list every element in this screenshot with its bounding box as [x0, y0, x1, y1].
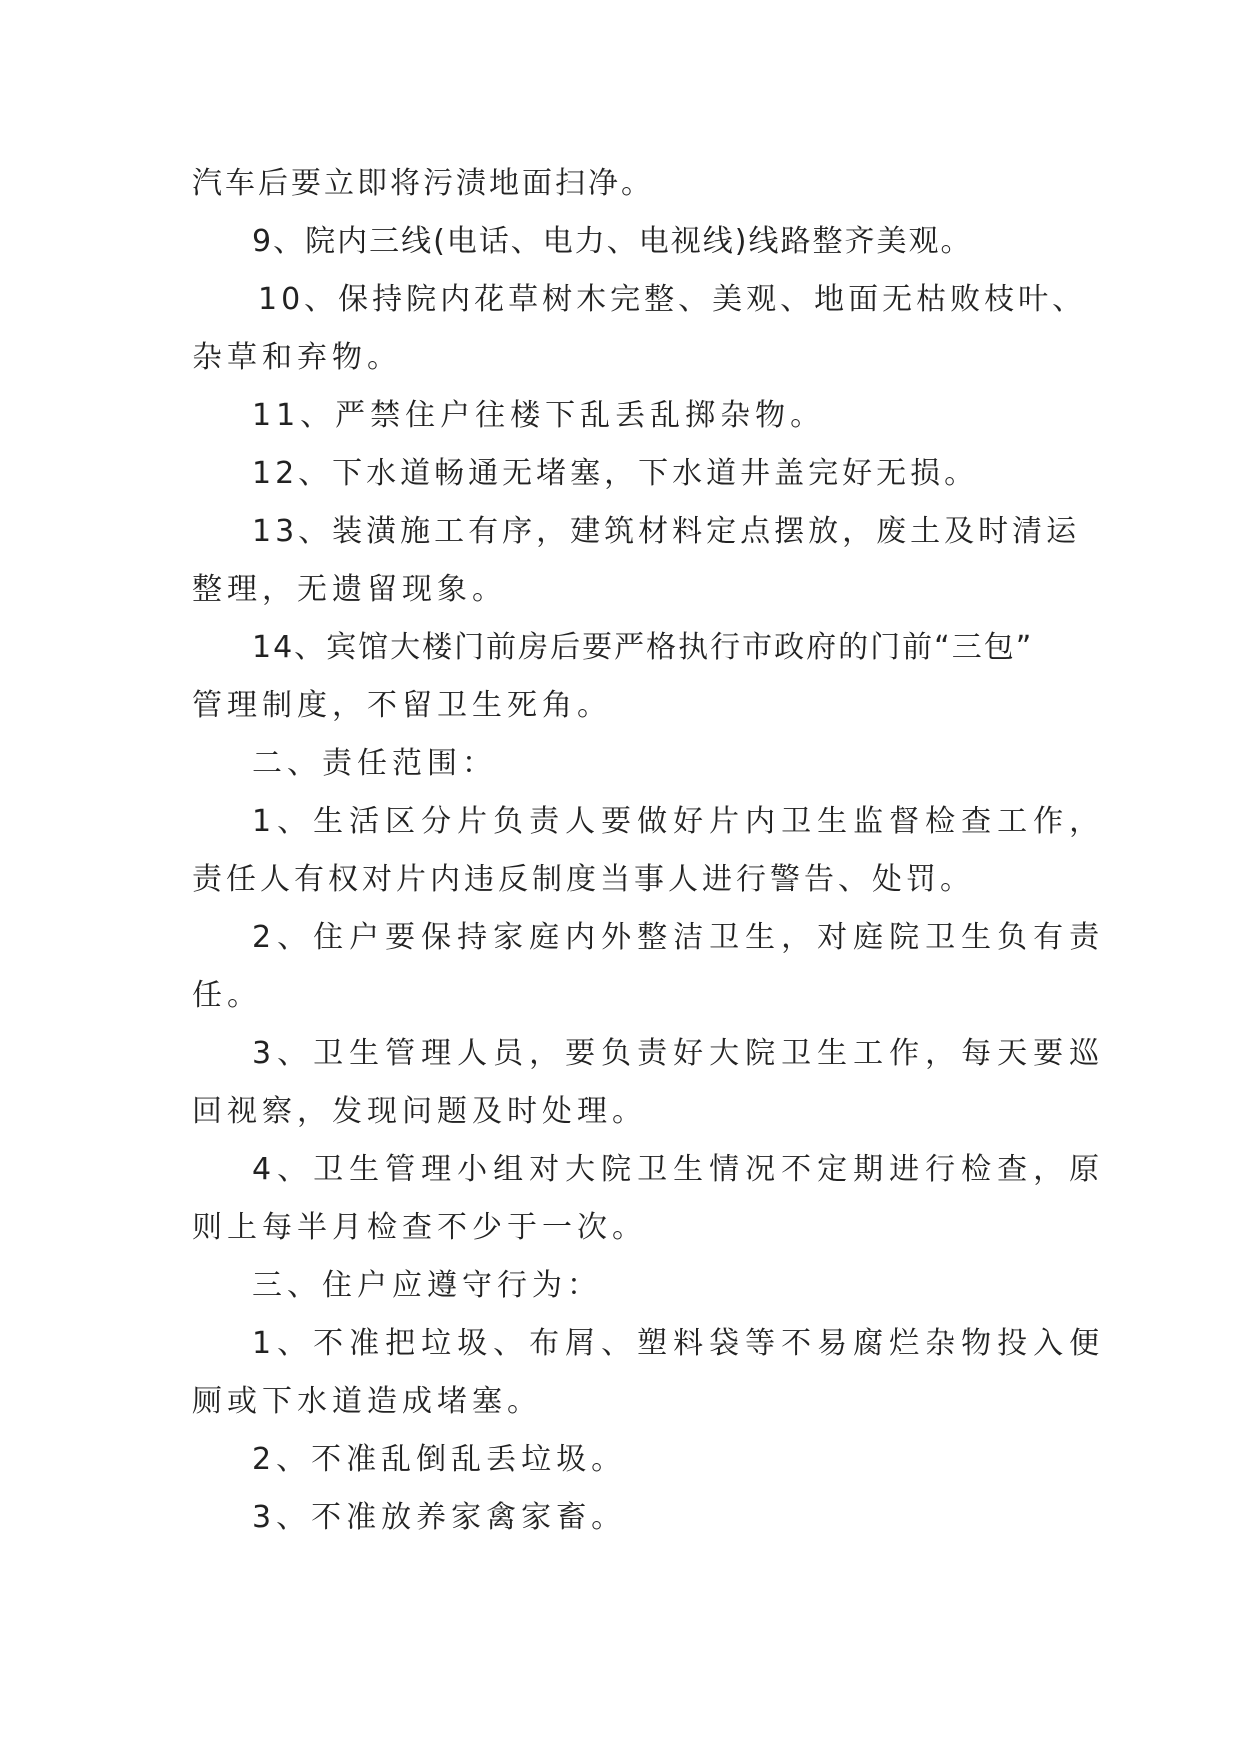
text-line: 汽车后要立即将污渍地面扫净。	[192, 166, 654, 201]
text-line: 厕或下水道造成堵塞。	[192, 1384, 542, 1419]
text-line: 14、宾馆大楼门前房后要严格执行市政府的门前“三包”	[252, 630, 1034, 665]
text-line: 13、装潢施工有序，建筑材料定点摆放，废土及时清运	[252, 514, 1081, 549]
text-line: 2、不准乱倒乱丢垃圾。	[252, 1442, 627, 1477]
text-line: 3、不准放养家禽家畜。	[252, 1500, 627, 1535]
text-line: 任。	[192, 978, 262, 1013]
text-line: 回视察，发现问题及时处理。	[192, 1094, 647, 1129]
section-heading: 二、责任范围：	[252, 746, 497, 781]
text-line: 10、保持院内花草树木完整、美观、地面无枯败枝叶、	[258, 282, 1087, 317]
section-heading: 三、住户应遵守行为：	[252, 1268, 602, 1303]
text-line: 9、院内三线(电话、电力、电视线)线路整齐美观。	[252, 224, 973, 259]
text-line: 责任人有权对片内违反制度当事人进行警告、处罚。	[192, 862, 974, 897]
text-line: 则上每半月检查不少于一次。	[192, 1210, 647, 1245]
text-line: 3、卫生管理人员，要负责好大院卫生工作，每天要巡	[252, 1036, 1106, 1071]
text-line: 管理制度，不留卫生死角。	[192, 688, 612, 723]
text-line: 1、不准把垃圾、布屑、塑料袋等不易腐烂杂物投入便	[252, 1326, 1106, 1361]
text-line: 4、卫生管理小组对大院卫生情况不定期进行检查，原	[252, 1152, 1106, 1187]
text-line: 杂草和弃物。	[192, 340, 402, 375]
text-line: 整理，无遗留现象。	[192, 572, 507, 607]
text-line: 1、生活区分片负责人要做好片内卫生监督检查工作，	[252, 804, 1106, 839]
text-line: 12、下水道畅通无堵塞，下水道井盖完好无损。	[252, 456, 979, 491]
text-line: 2、住户要保持家庭内外整洁卫生，对庭院卫生负有责	[252, 920, 1106, 955]
text-line: 11、严禁住户往楼下乱丢乱掷杂物。	[252, 398, 826, 433]
